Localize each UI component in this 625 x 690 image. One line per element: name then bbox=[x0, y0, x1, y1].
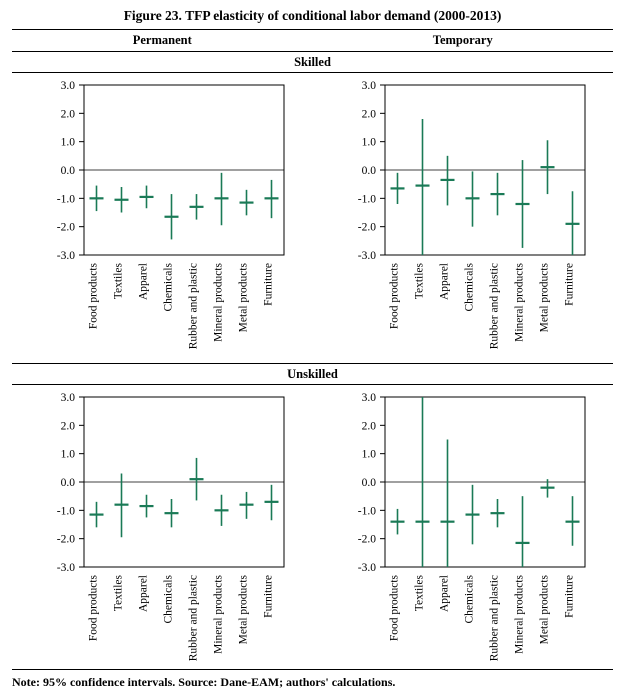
x-axis-category-label: Chemicals bbox=[463, 263, 476, 312]
y-axis-tick-label: -1.0 bbox=[357, 505, 376, 518]
x-axis-category-label: Textiles bbox=[112, 575, 125, 612]
ci-marker bbox=[540, 140, 554, 194]
x-axis-category-label: Textiles bbox=[112, 263, 125, 300]
ci-marker bbox=[115, 474, 129, 538]
x-axis-category-label: Chemicals bbox=[162, 575, 175, 624]
y-axis-tick-label: 1.0 bbox=[361, 448, 376, 461]
ci-marker bbox=[240, 492, 254, 519]
y-axis-tick-label: 2.0 bbox=[361, 108, 376, 121]
y-axis-tick-label: 2.0 bbox=[361, 420, 376, 433]
ci-marker bbox=[465, 485, 479, 544]
x-axis-category-label: Mineral products bbox=[513, 575, 526, 654]
y-axis-tick-label: -2.0 bbox=[357, 533, 376, 546]
y-axis-tick-label: -3.0 bbox=[57, 562, 76, 574]
ci-marker bbox=[140, 495, 154, 518]
ci-marker bbox=[515, 496, 529, 567]
y-axis-tick-label: 1.0 bbox=[60, 136, 76, 149]
x-axis-category-label: Metal products bbox=[538, 263, 551, 333]
ci-marker bbox=[140, 186, 154, 209]
ci-marker bbox=[440, 440, 454, 568]
x-axis-category-label: Chemicals bbox=[463, 575, 476, 624]
ci-marker bbox=[565, 496, 579, 546]
ci-marker bbox=[265, 180, 279, 218]
chart-unskilled-permanent bbox=[12, 385, 313, 665]
y-axis-tick-label: 2.0 bbox=[60, 420, 76, 433]
y-axis-tick-label: 2.0 bbox=[60, 108, 76, 121]
x-axis-category-label: Rubber and plastic bbox=[187, 575, 200, 662]
y-axis-tick-label: -2.0 bbox=[57, 533, 76, 546]
panel-label-unskilled: Unskilled bbox=[287, 367, 338, 381]
y-axis-tick-label: 0.0 bbox=[361, 165, 376, 177]
y-axis-tick-label: 1.0 bbox=[60, 448, 76, 461]
ci-marker bbox=[415, 119, 429, 255]
y-axis-tick-label: -3.0 bbox=[57, 250, 76, 262]
x-axis-category-label: Textiles bbox=[413, 263, 426, 300]
x-axis-category-label: Metal products bbox=[237, 263, 250, 333]
ci-marker bbox=[390, 173, 404, 204]
ci-marker bbox=[190, 194, 204, 219]
y-axis-tick-label: -2.0 bbox=[57, 221, 76, 234]
ci-marker bbox=[490, 173, 504, 215]
y-axis-tick-label: 0.0 bbox=[60, 165, 76, 177]
ci-marker bbox=[465, 171, 479, 226]
x-axis-category-label: Furniture bbox=[262, 575, 275, 618]
y-axis-tick-label: 3.0 bbox=[361, 80, 376, 92]
ci-marker bbox=[390, 509, 404, 535]
figure-title: Figure 23. TFP elasticity of conditional labor demand (2000-2013) bbox=[123, 8, 502, 23]
chart-svg-unskilled-permanent bbox=[12, 385, 312, 665]
x-axis-category-label: Rubber and plastic bbox=[488, 263, 501, 350]
y-axis-tick-label: -3.0 bbox=[357, 562, 376, 574]
x-axis-category-label: Apparel bbox=[438, 575, 451, 613]
x-axis-category-label: Food products bbox=[388, 263, 401, 330]
chart-unskilled-temporary bbox=[313, 385, 614, 665]
y-axis-tick-label: 1.0 bbox=[361, 136, 376, 149]
ci-marker bbox=[515, 160, 529, 248]
x-axis-category-label: Apparel bbox=[438, 263, 451, 301]
ci-marker bbox=[115, 187, 129, 213]
x-axis-category-label: Rubber and plastic bbox=[488, 575, 501, 662]
x-axis-category-label: Textiles bbox=[413, 575, 426, 612]
x-axis-category-label: Furniture bbox=[563, 263, 576, 306]
x-axis-category-label: Metal products bbox=[538, 575, 551, 645]
ci-marker bbox=[215, 173, 229, 225]
y-axis-tick-label: 3.0 bbox=[60, 392, 76, 404]
ci-marker bbox=[190, 458, 204, 501]
y-axis-tick-label: -2.0 bbox=[357, 221, 376, 234]
x-axis-category-label: Food products bbox=[87, 263, 100, 330]
column-header-permanent: Permanent bbox=[132, 33, 192, 47]
ci-marker bbox=[90, 502, 104, 527]
x-axis-category-label: Mineral products bbox=[513, 263, 526, 342]
ci-marker bbox=[90, 186, 104, 211]
y-axis-tick-label: 0.0 bbox=[361, 477, 376, 489]
chart-svg-skilled-temporary bbox=[313, 73, 613, 363]
y-axis-tick-label: 3.0 bbox=[60, 80, 76, 92]
y-axis-tick-label: -3.0 bbox=[357, 250, 376, 262]
chart-skilled-temporary bbox=[313, 73, 614, 363]
x-axis-category-label: Food products bbox=[388, 575, 401, 642]
skilled-charts-row bbox=[12, 73, 613, 363]
x-axis-category-label: Chemicals bbox=[162, 263, 175, 312]
column-headers bbox=[12, 30, 613, 51]
chart-svg-unskilled-temporary bbox=[313, 385, 613, 665]
y-axis-tick-label: -1.0 bbox=[57, 505, 76, 518]
panel-label-skilled: Skilled bbox=[294, 55, 331, 69]
x-axis-category-label: Apparel bbox=[137, 575, 150, 613]
chart-svg-skilled-permanent bbox=[12, 73, 312, 363]
ci-marker bbox=[215, 495, 229, 526]
ci-marker bbox=[565, 191, 579, 255]
ci-marker bbox=[440, 156, 454, 206]
x-axis-category-label: Food products bbox=[87, 575, 100, 642]
x-axis-category-label: Mineral products bbox=[212, 575, 225, 654]
chart-skilled-permanent bbox=[12, 73, 313, 363]
ci-marker bbox=[165, 499, 179, 527]
x-axis-category-label: Furniture bbox=[563, 575, 576, 618]
y-axis-tick-label: -1.0 bbox=[57, 193, 76, 206]
ci-marker bbox=[165, 194, 179, 239]
y-axis-tick-label: 3.0 bbox=[361, 392, 376, 404]
column-header-temporary: Temporary bbox=[432, 33, 493, 47]
x-axis-category-label: Metal products bbox=[237, 575, 250, 645]
x-axis-category-label: Rubber and plastic bbox=[187, 263, 200, 350]
unskilled-charts-row bbox=[12, 385, 613, 665]
x-axis-category-label: Apparel bbox=[137, 263, 150, 301]
ci-marker bbox=[240, 190, 254, 215]
y-axis-tick-label: 0.0 bbox=[60, 477, 76, 489]
x-axis-category-label: Mineral products bbox=[212, 263, 225, 342]
figure-note: Note: 95% confidence intervals. Source: Dane-EAM; authors' calculations. bbox=[12, 675, 396, 689]
y-axis-tick-label: -1.0 bbox=[357, 193, 376, 206]
ci-marker bbox=[490, 499, 504, 527]
x-axis-category-label: Furniture bbox=[262, 263, 275, 306]
ci-marker bbox=[265, 485, 279, 520]
